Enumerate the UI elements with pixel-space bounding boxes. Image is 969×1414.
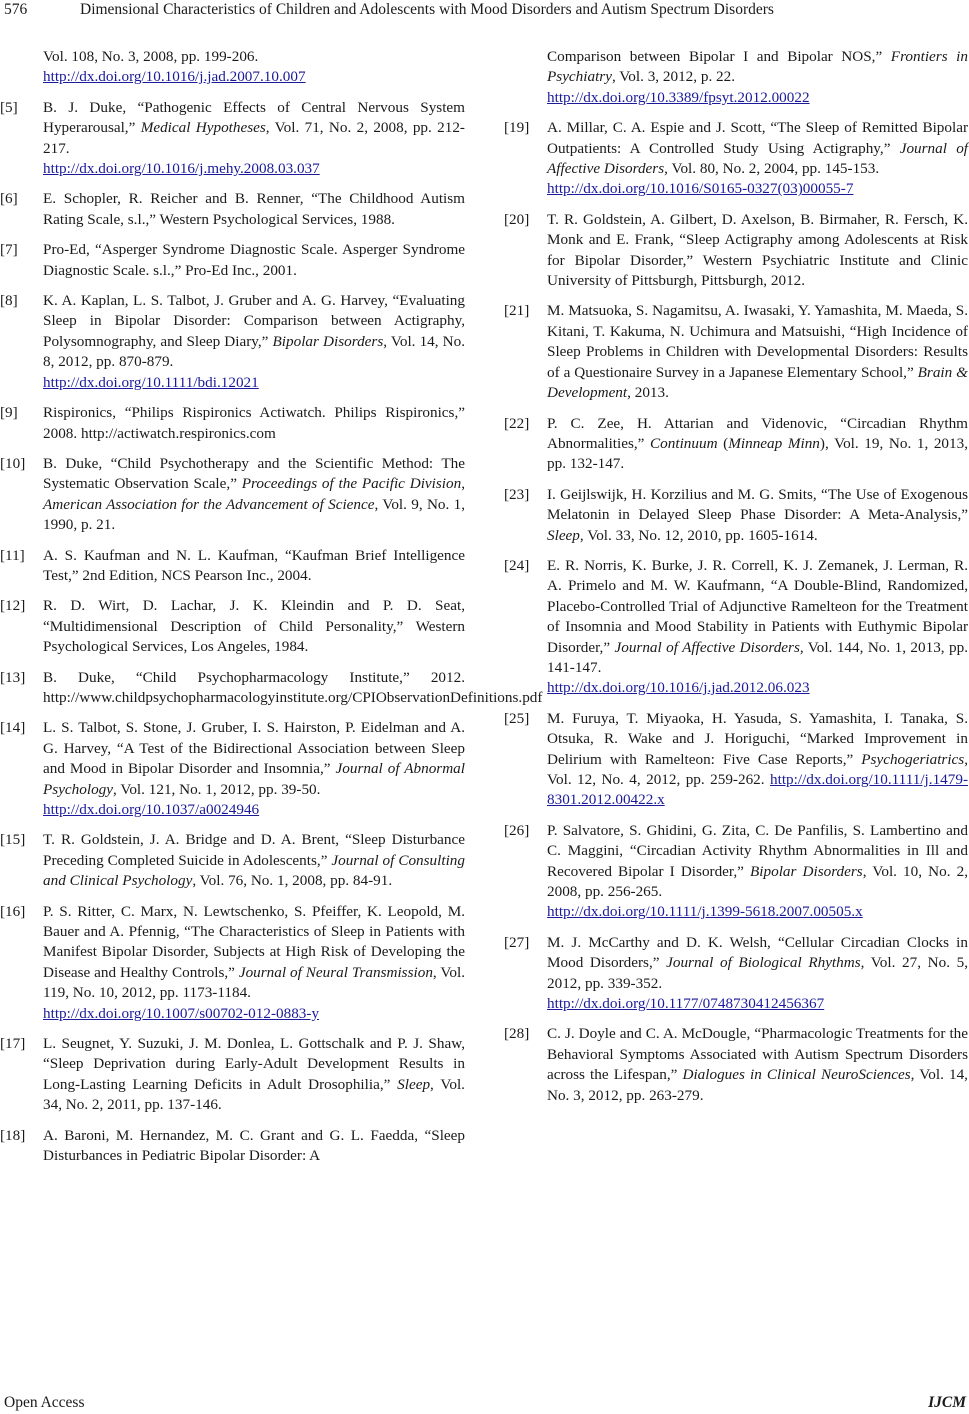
reference-source-title: American Association for the Advancement of Science: [43, 495, 375, 513]
reference-text: [43, 718, 465, 820]
reference-number: [21]: [504, 302, 530, 320]
reference-number: [14]: [0, 719, 26, 737]
reference-source-title: Journal of Neural Transmission: [238, 963, 433, 981]
reference-item: [0, 902, 465, 1024]
reference-text: [43, 596, 465, 657]
reference-item: [0, 189, 465, 230]
reference-citation: M. Matsuoka, S. Nagamitsu, A. Iwasaki, Y. Yamashita, M. Maeda, S. Kitani, T. Kakuma, N. Uchimura and Matsuishi, “High Incidence of Sleep Problems in Children with Developmental Disorders: Results of a Questionaire Survey in a Japanese Elementary School,”: [547, 302, 968, 381]
reference-item: [0, 668, 543, 709]
reference-number: [23]: [504, 485, 530, 503]
reference-text: [547, 821, 968, 923]
reference-item: [504, 1024, 968, 1106]
reference-citation: A. S. Kaufman and N. L. Kaufman, “Kaufman Brief Intelligence Test,” 2nd Edition, NCS Pearson Inc., 2004.: [43, 546, 465, 584]
reference-details: , Vol. 12, No. 4, 2012, pp. 259-262.: [547, 750, 968, 788]
reference-text: [547, 485, 968, 546]
reference-details: ), Vol. 19, No. 1, 2013, pp. 132-147.: [547, 434, 969, 473]
reference-item: [504, 118, 968, 200]
reference-number: [12]: [0, 597, 26, 615]
reference-source-title: Sleep: [547, 526, 580, 544]
reference-citation: P. C. Zee, H. Attarian and Videnovic, “Circadian Rhythm Abnormalities,”: [547, 414, 968, 452]
doi-link[interactable]: http://dx.doi.org/10.1016/S0165-0327(03)00055-7: [547, 180, 854, 198]
reference-item: [0, 1126, 465, 1167]
reference-details: , Vol. 144, No. 1, 2013, pp. 141-147.: [547, 638, 968, 676]
reference-item: [504, 301, 968, 403]
reference-number: [25]: [504, 709, 530, 727]
reference-number: [26]: [504, 821, 530, 839]
reference-number: [5]: [0, 98, 18, 116]
reference-source-title: Bipolar Disorders: [272, 332, 384, 350]
reference-text: [43, 546, 465, 587]
reference-details: , Vol. 121, No. 1, 2012, pp. 39-50.: [113, 780, 321, 798]
reference-text: [43, 98, 465, 180]
reference-source-title: Journal of Abnormal Psychology: [43, 760, 465, 798]
reference-citation: P. Salvatore, S. Ghidini, G. Zita, C. De Panfilis, S. Lambertino and C. Maggini, “Circadian Activity Rhythm Abnormalities in Ill and Recovered Bipolar I Disorder,”: [547, 821, 968, 880]
reference-item: [504, 933, 968, 1015]
reference-citation: K. A. Kaplan, L. S. Talbot, J. Gruber and A. G. Harvey, “Evaluating Sleep in Bipolar Disorder: Comparison between Actigraphy, Polysomnography, and Sleep Diary,”: [43, 292, 465, 350]
reference-item: [0, 546, 465, 587]
reference-text: [547, 556, 968, 699]
reference-details: , Vol. 80, No. 2, 2004, pp. 145-153.: [664, 160, 880, 178]
reference-number: [20]: [504, 210, 530, 228]
reference-item: [0, 454, 465, 536]
reference-item: [504, 556, 968, 699]
doi-link[interactable]: http://dx.doi.org/10.1111/bdi.12021: [43, 373, 259, 391]
reference-source-title: Dialogues in Clinical NeuroSciences: [682, 1066, 911, 1084]
reference-citation: A. Millar, C. A. Espie and J. Scott, “The Sleep of Remitted Bipolar Outpatients: A Controlled Study Using Actigraphy,”: [547, 119, 968, 157]
reference-item: [504, 821, 968, 923]
reference-continuation: [504, 47, 968, 108]
doi-link[interactable]: http://dx.doi.org/10.1016/j.mehy.2008.03.037: [43, 160, 320, 178]
reference-text: [547, 933, 968, 1015]
reference-source-title: Minneap Minn: [728, 434, 820, 452]
reference-details: (: [717, 434, 729, 452]
reference-number: [17]: [0, 1035, 26, 1053]
reference-citation: T. R. Goldstein, A. Gilbert, D. Axelson, B. Birmaher, R. Fersch, K. Monk and E. Frank, “Sleep Actigraphy among Adolescents at Risk for Bipolar Disorder,” Western Psychiatric Institute and Clinic University of Pittsburgh, Pittsburgh, 2012.: [547, 210, 968, 290]
reference-details: , Vol. 71, No. 2, 2008, pp. 212-217.: [43, 119, 465, 157]
reference-details: , Vol. 119, No. 10, 2012, pp. 1173-1184.: [43, 963, 465, 1002]
reference-number: [24]: [504, 556, 530, 574]
reference-details: , Vol. 27, No. 5, 2012, pp. 339-352.: [547, 954, 969, 992]
page-header: [0, 0, 969, 22]
reference-source-title: Journal of Consulting and Clinical Psychology: [43, 851, 465, 890]
reference-number: [11]: [0, 546, 25, 564]
doi-link[interactable]: http://dx.doi.org/10.1016/j.jad.2007.10.007: [43, 68, 306, 86]
reference-item: [504, 210, 968, 292]
reference-details: , 2013.: [627, 384, 669, 402]
reference-citation: Comparison between Bipolar I and Bipolar NOS,”: [547, 48, 891, 65]
page-footer: [0, 1393, 969, 1413]
reference-citation: I. Geijlswijk, H. Korzilius and M. G. Smits, “The Use of Exogenous Melatonin in Delayed Sleep Phase Disorder: A Meta-Analysis,”: [547, 485, 968, 524]
reference-item: [0, 1034, 465, 1116]
reference-details: , Vol. 10, No. 2, 2008, pp. 256-265.: [547, 862, 968, 901]
reference-item: [504, 709, 968, 811]
reference-citation: Vol. 108, No. 3, 2008, pp. 199-206.: [43, 48, 259, 65]
reference-number: [28]: [504, 1025, 530, 1043]
reference-text: [43, 403, 465, 444]
reference-details: , Vol. 14, No. 3, 2012, pp. 263-279.: [547, 1066, 968, 1104]
reference-number: [7]: [0, 241, 18, 259]
reference-source-title: Frontiers in Psychiatry: [547, 48, 968, 86]
reference-text: [547, 210, 968, 292]
reference-source-title: Brain & Development: [547, 363, 968, 402]
reference-details: , Vol. 76, No. 1, 2008, pp. 84-91.: [192, 872, 393, 890]
reference-text: [43, 47, 465, 88]
reference-number: [13]: [0, 668, 26, 686]
reference-source-title: Proceedings of the Pacific Division: [241, 475, 462, 493]
reference-citation: B. Duke, “Child Psychotherapy and the Scientific Method: The Systematic Observation Scale,”: [43, 454, 465, 493]
reference-details: , Vol. 14, No. 8, 2012, pp. 870-879.: [43, 332, 465, 371]
reference-number: [19]: [504, 119, 530, 137]
reference-item: [0, 830, 465, 891]
doi-link[interactable]: http://dx.doi.org/10.1007/s00702-012-0883-y: [43, 1004, 320, 1022]
reference-text: [547, 47, 968, 108]
doi-link[interactable]: http://dx.doi.org/10.3389/fpsyt.2012.00022: [547, 88, 810, 106]
reference-text: [43, 291, 465, 393]
reference-number: [18]: [0, 1126, 26, 1144]
reference-details: , Vol. 34, No. 2, 2011, pp. 137-146.: [43, 1075, 465, 1114]
running-title: Dimensional Characteristics of Children and Adolescents with Mood Disorders and Autism Spectrum Disorders: [80, 1, 774, 18]
reference-number: [6]: [0, 190, 18, 208]
reference-citation: E. Schopler, R. Reicher and B. Renner, “The Childhood Autism Rating Scale, s.l.,” Western Psychological Services, 1988.: [43, 190, 465, 228]
doi-link[interactable]: http://dx.doi.org/10.1016/j.jad.2012.06.023: [547, 679, 810, 697]
reference-text: [43, 454, 465, 536]
reference-citation: E. R. Norris, K. Burke, J. R. Correll, K. J. Zemanek, J. Lerman, R. A. Primelo and M. W. Kaufmann, “A Double-Blind, Randomized, Placebo-Controlled Trial of Adjunctive Ramelteon for the Treatment of Insomnia and Mood Stability in Patients with Euthymic Bipolar Disorder,”: [547, 556, 968, 656]
reference-item: [0, 403, 465, 444]
reference-item: [504, 414, 968, 475]
reference-item: [0, 596, 465, 657]
reference-text: [43, 902, 465, 1024]
reference-source-title: Journal of Affective Disorders: [614, 638, 800, 656]
reference-item: [0, 98, 465, 180]
reference-details: , Vol. 3, 2012, p. 22.: [611, 68, 736, 86]
reference-item: [0, 718, 465, 820]
reference-number: [9]: [0, 404, 18, 422]
open-access-label: Open Access: [4, 1394, 85, 1411]
reference-column-right: [504, 47, 968, 1116]
reference-text: [547, 118, 968, 200]
reference-citation: B. Duke, “Child Psychopharmacology Institute,” 2012. http://www.childpsychopharmacologyinstitute.org/CPIObservationDefinitions.pdf: [43, 668, 543, 706]
doi-link[interactable]: http://dx.doi.org/10.1037/a0024946: [43, 801, 260, 818]
reference-citation: L. Seugnet, Y. Suzuki, J. M. Donlea, L. Gottschalk and P. J. Shaw, “Sleep Deprivation during Early-Adult Development Results in Long-Lasting Learning Deficits in Adult Drosophilia,”: [43, 1035, 465, 1093]
reference-citation: B. J. Duke, “Pathogenic Effects of Central Nervous System Hyperarousal,”: [43, 98, 465, 137]
reference-number: [27]: [504, 933, 530, 951]
reference-item: [0, 291, 465, 393]
reference-source-title: Sleep: [397, 1075, 431, 1093]
reference-number: [22]: [504, 414, 530, 432]
reference-item: [504, 485, 968, 546]
reference-text: [43, 1126, 465, 1167]
reference-text: [547, 301, 968, 403]
reference-source-title: Continuum: [650, 434, 718, 452]
reference-number: [15]: [0, 831, 26, 849]
reference-text: [43, 189, 465, 230]
reference-citation: T. R. Goldstein, J. A. Bridge and D. A. Brent, “Sleep Disturbance Preceding Completed Suicide in Adolescents,”: [43, 831, 465, 869]
reference-source-title: Journal of Biological Rhythms: [666, 954, 861, 972]
reference-citation: Pro-Ed, “Asperger Syndrome Diagnostic Scale. Asperger Syndrome Diagnostic Scale. s.l.,” Pro-Ed Inc., 2001.: [43, 241, 465, 279]
reference-source-title: Medical Hypotheses: [140, 119, 266, 137]
reference-text: [547, 709, 968, 811]
journal-abbreviation: IJCM: [928, 1394, 966, 1411]
reference-citation: A. Baroni, M. Hernandez, M. C. Grant and G. L. Faedda, “Sleep Disturbances in Pediatric Bipolar Disorder: A: [43, 1126, 465, 1165]
reference-text: [43, 668, 543, 709]
doi-link[interactable]: http://dx.doi.org/10.1111/j.1479-8301.2012.00422.x: [547, 771, 968, 809]
reference-text: [547, 1024, 968, 1106]
reference-citation: Rispironics, “Philips Rispironics Actiwatch. Philips Rispironics,” 2008. http://actiwatch.respironics.com: [43, 404, 465, 442]
reference-text: [43, 1034, 465, 1116]
reference-citation: C. J. Doyle and C. A. McDougle, “Pharmacologic Treatments for the Behavioral Symptoms Associated with Autism Spectrum Disorders across the Lifespan,”: [547, 1025, 968, 1084]
reference-details: , Vol. 9, No. 1, 1990, p. 21.: [43, 495, 465, 534]
doi-link[interactable]: http://dx.doi.org/10.1111/j.1399-5618.2007.00505.x: [547, 903, 863, 921]
reference-citation: P. S. Ritter, C. Marx, N. Lewtschenko, S. Pfeiffer, K. Leopold, M. Bauer and A. Pfennig, “The Characteristics of Sleep in Patients with Manifest Bipolar Disorder, Subjects at High Risk of Developing the Disease and Healthy Controls,”: [43, 902, 465, 981]
reference-continuation: [0, 47, 465, 88]
reference-text: [43, 240, 465, 281]
reference-number: [8]: [0, 292, 18, 310]
reference-number: [16]: [0, 902, 26, 920]
reference-source-title: Bipolar Disorders: [750, 862, 863, 880]
reference-citation: L. S. Talbot, S. Stone, J. Gruber, I. S. Hairston, P. Eidelman and A. G. Harvey, “A Test of the Bidirectional Association between Sleep and Mood in Bipolar Disorder and Insomnia,”: [43, 719, 465, 778]
reference-details: , Vol. 33, No. 12, 2010, pp. 1605-1614.: [579, 526, 818, 544]
reference-source-title: Psychogeriatrics: [861, 750, 965, 768]
page-number: 576: [4, 1, 28, 18]
reference-citation: M. J. McCarthy and D. K. Welsh, “Cellular Circadian Clocks in Mood Disorders,”: [547, 933, 968, 972]
reference-citation: R. D. Wirt, D. Lachar, J. K. Kleindin and P. D. Seat, “Multidimensional Description of Child Personality,” Western Psychological Services, Los Angeles, 1984.: [43, 597, 465, 656]
reference-item: [0, 240, 465, 281]
reference-text: [43, 830, 465, 891]
doi-link[interactable]: http://dx.doi.org/10.1177/0748730412456367: [547, 995, 825, 1013]
reference-details: ,: [461, 475, 465, 493]
reference-text: [547, 414, 968, 475]
reference-citation: M. Furuya, T. Miyaoka, H. Yasuda, S. Yamashita, I. Tanaka, S. Otsuka, R. Wake and J. Horiguchi, “Marked Improvement in Delirium with Ramelteon: Five Case Reports,”: [547, 709, 968, 768]
reference-source-title: Journal of Affective Disorders: [547, 139, 969, 178]
reference-number: [10]: [0, 454, 26, 472]
